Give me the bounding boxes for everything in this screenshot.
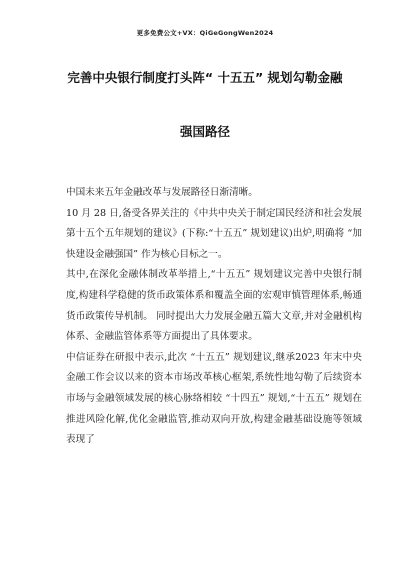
document-body: [66, 183, 362, 451]
paragraph-4: 中信证券在研报中表示,此次 “十五五” 规划建议,继承2023 年末中央金融工作会议以来的资本市场改革核心框架,系统性地勾勒了后续资本市场与金融领域发展的核心脉络相较 “十四五” 规划,“十五五” 规划在推进风险化解,优化金融监管,推动双向开放,构建金融基础设施等领域表现了: [66, 351, 362, 446]
header-note: 更多免费公文+VX：QiGeGongWen2024: [136, 29, 274, 37]
paragraph-1: 中国未来五年金融改革与发展路径日渐清晰。: [66, 187, 258, 198]
paragraph-3: 其中,在深化金融体制改革举措上,“十五五” 规划建议完善中央银行制度,构建科学稳健的货币政策体系和覆盖全面的宏观审慎管理体系,畅通货币政策传导机制。 同时提出大力发展金融五篇大文章,并对金融机构体系、金融监管体系等方面提出了具体要求。: [66, 269, 362, 343]
document-title-line-2: 强国路径: [179, 124, 230, 139]
paragraph-2: 10 月 28 日,备受各界关注的《中共中央关于制定国民经济和社会发展第十五个五年规划的建议》(下称:“十五五” 规划建议)出炉,明确将 “加快建设金融强国” 作为核心目标之一。: [66, 207, 362, 260]
document-title-line-1: 完善中央银行制度打头阵“ 十五五” 规划勾勒金融: [67, 70, 343, 85]
